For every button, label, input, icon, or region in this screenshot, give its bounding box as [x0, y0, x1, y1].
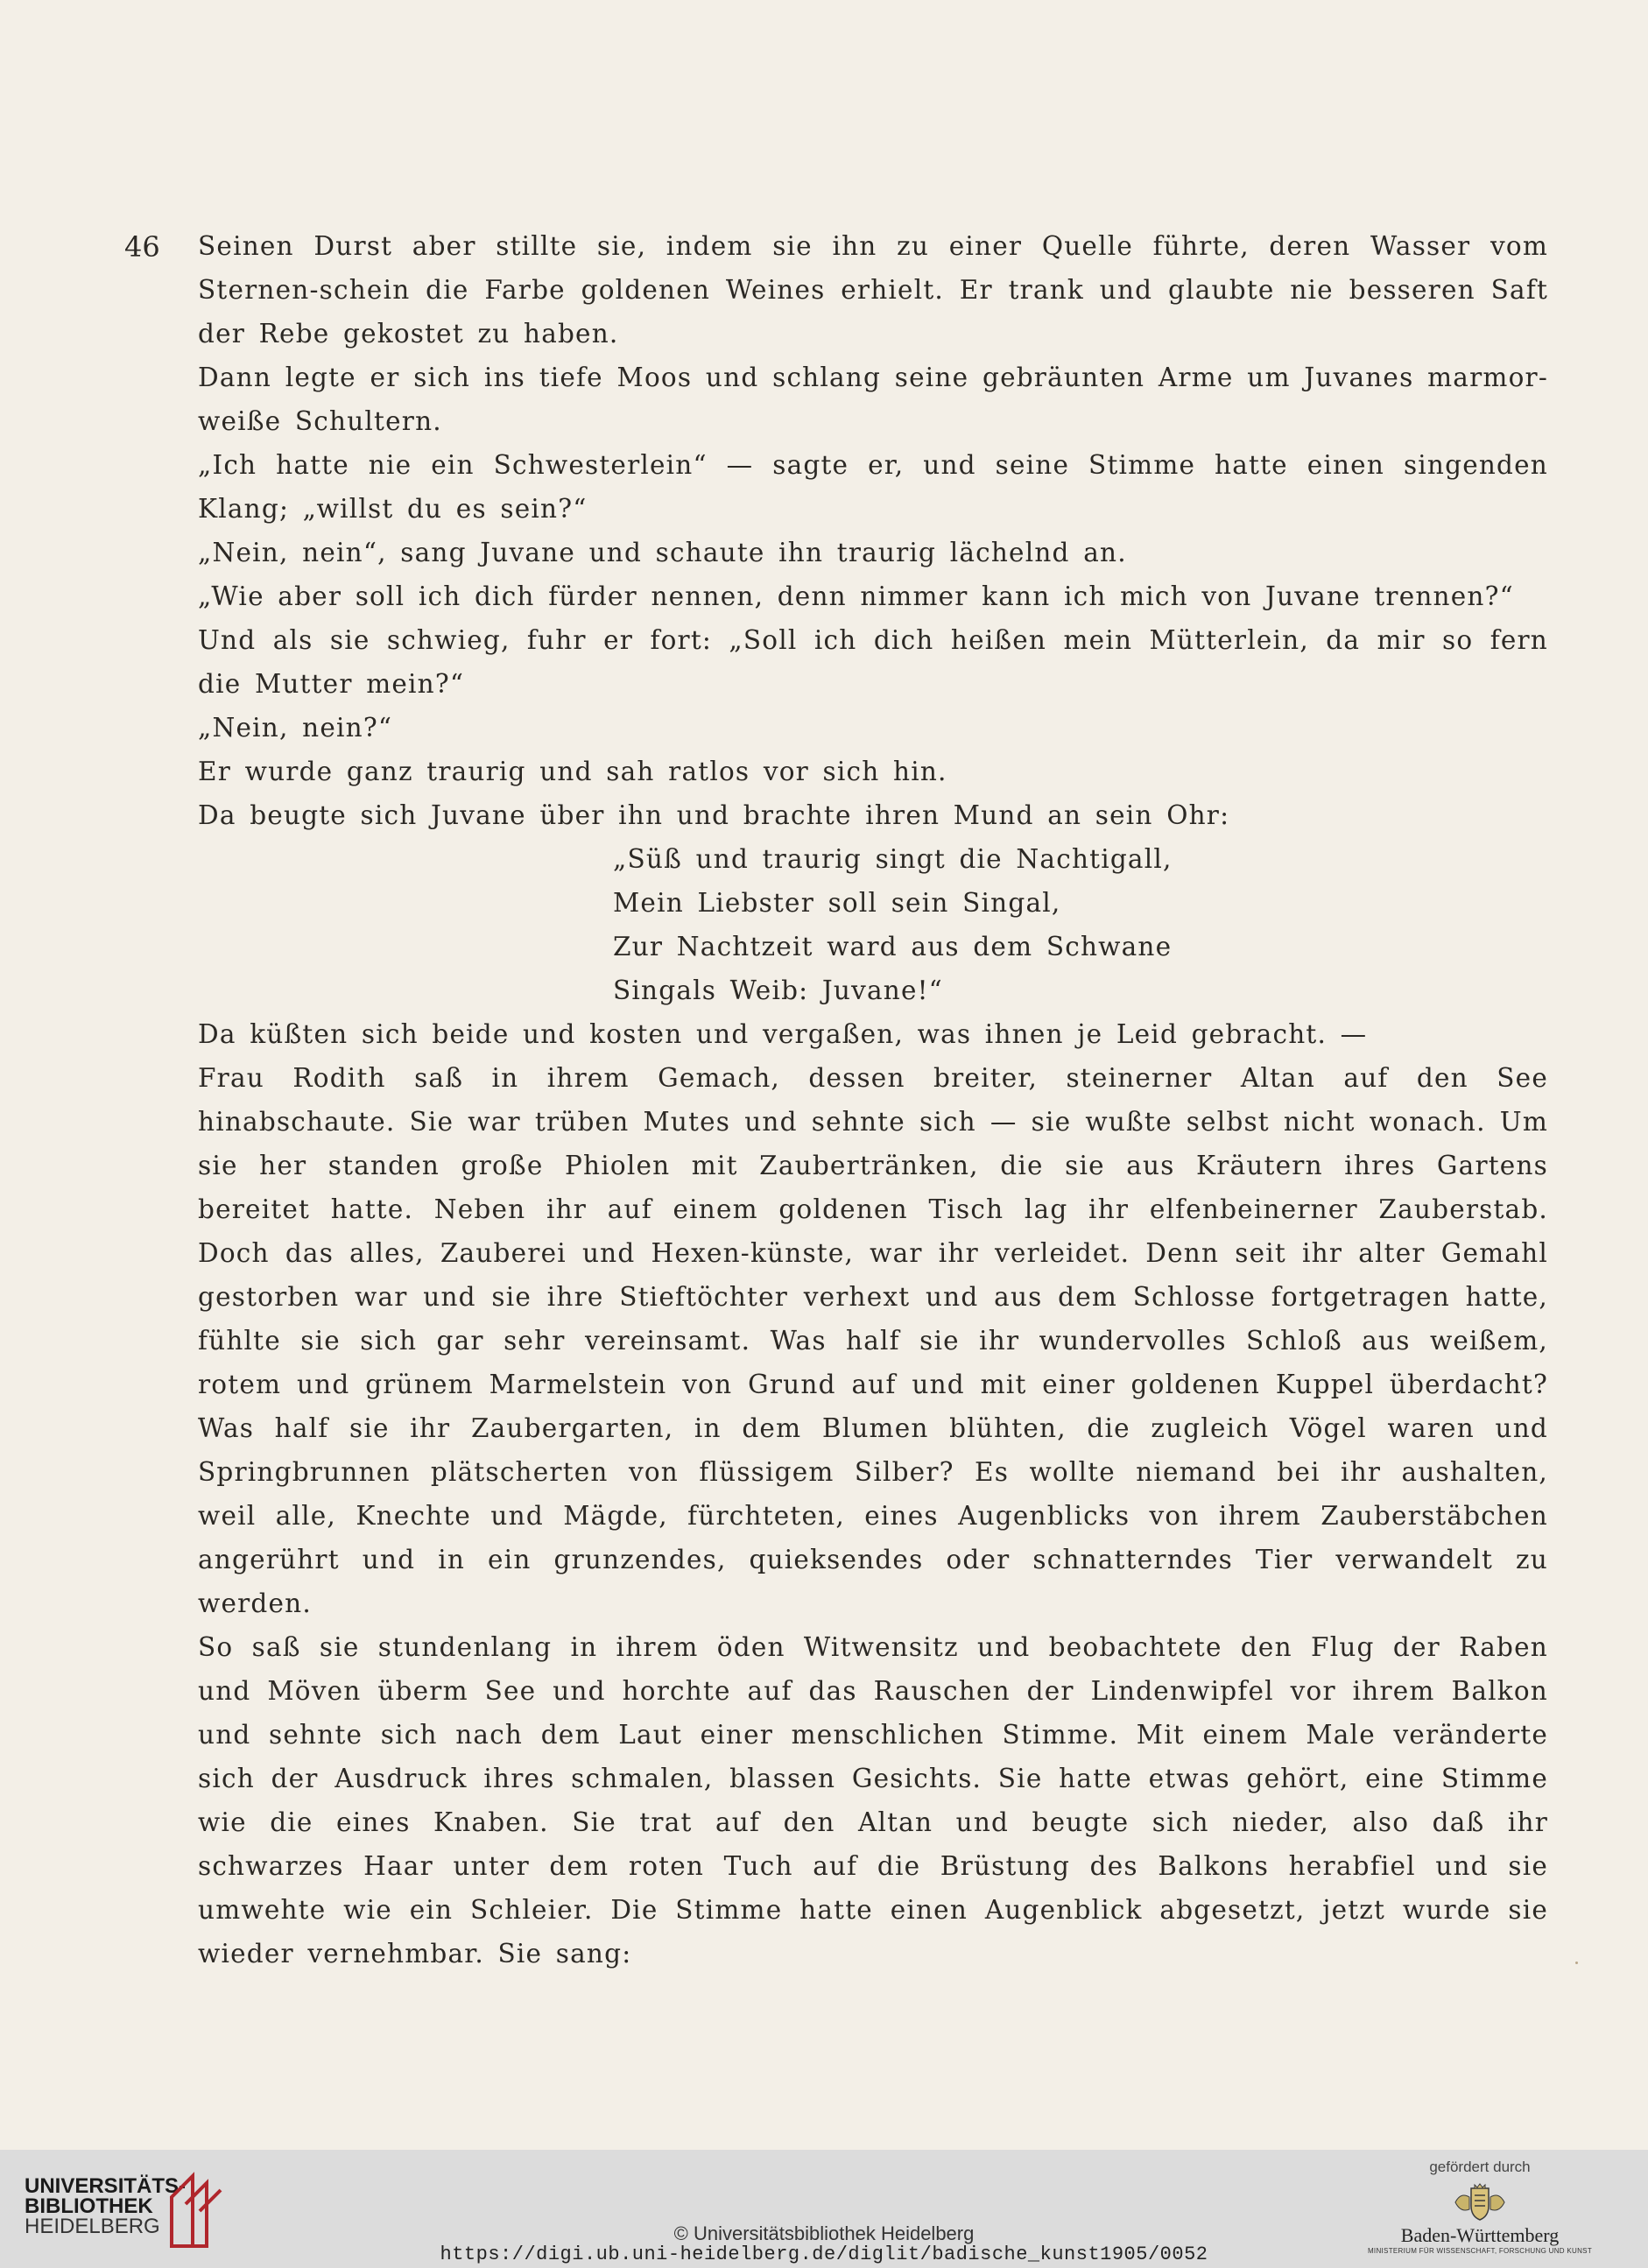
coat-of-arms-icon — [1452, 2183, 1508, 2222]
library-name-line1: UNIVERSITÄTS- — [25, 2174, 187, 2198]
paragraph: Da küßten sich beide und kosten und vergaßen, was ihnen je Leid gebracht. — — [198, 1019, 1368, 1049]
page-number: 46 — [124, 230, 160, 264]
paper-speck — [1575, 1962, 1578, 1964]
copyright-notice: © Universitätsbibliothek Heidelberg — [673, 2222, 975, 2244]
poem-line: Mein Liebster soll sein Singal, — [613, 888, 1061, 918]
paragraph: „Wie aber soll ich dich fürder nennen, denn nimmer kann ich mich von Juvane trennen?“ — [198, 581, 1514, 611]
paragraph: Und als sie schwieg, fuhr er fort: „Soll ich dich heißen mein Mütterlein, da mir so fern die Mutter mein?“ — [198, 625, 1548, 699]
paragraph: „Nein, nein?“ — [198, 713, 393, 743]
poem-line: „Süß und traurig singt die Nachtigall, — [613, 844, 1173, 874]
paragraph: Frau Rodith saß in ihrem Gemach, dessen breiter, steinerner Altan auf den See hinabschaute. Sie war trüben Mutes und sehnte sich — sie wußte selbst nicht wonach. Um sie her standen große Phiolen mit Zaubertränken, die sie aus Kräutern ihres Gartens bereitet hatte. Neben ihr auf einem goldenen Tisch lag ihr elfenbeinerner Zauberstab. Doch das alles, Zauberei und Hexen-künste, war ihr verleidet. Denn seit ihr alter Gemahl gestorben war und sie ihre Stieftöchter verhext und aus dem Schlosse fortgetragen hatte, fühlte sie sich gar sehr vereinsamt. Was half sie ihr wundervolles Schloß aus weißem, rotem und grünem Marmelstein von Grund auf und mit einer goldenen Kuppel überdacht? Was half sie ihr Zaubergarten, in dem Blumen blühten, die zugleich Vögel waren und Springbrunnen plätscherten von flüssigem Silber? Es wollte niemand bei ihr aushalten, weil alle, Knechte und Mägde, fürchteten, eines Augenblicks von ihrem Zauberstäbchen angerührt und in ein grunzendes, quieksendes oder schnatterndes Tier verwandelt zu werden. — [198, 1063, 1548, 1618]
sponsor-name: Baden-Württemberg — [1400, 2224, 1560, 2246]
poem-line: Singals Weib: Juvane!“ — [613, 976, 943, 1005]
paragraph: „Ich hatte nie ein Schwesterlein“ — sagte er, und seine Stimme hatte einen singenden Klang; „willst du es sein?“ — [198, 450, 1548, 524]
sponsor-label: gefördert durch — [1429, 2159, 1531, 2175]
document-url[interactable]: https://digi.ub.uni-heidelberg.de/diglit/badische_kunst1905/0052 — [440, 2243, 1208, 2265]
body-text — [198, 224, 1548, 1976]
poem-line: Zur Nachtzeit ward aus dem Schwane — [613, 932, 1173, 961]
paragraph: Dann legte er sich ins tiefe Moos und schlang seine gebräunten Arme um Juvanes marmor-weiße Schultern. — [198, 363, 1548, 436]
footer-bar — [0, 2150, 1648, 2268]
poem — [613, 837, 1548, 1012]
sponsor-block — [1349, 2159, 1611, 2257]
paragraph: „Nein, nein“, sang Juvane und schaute ihn traurig lächelnd an. — [198, 538, 1127, 567]
paragraph: Er wurde ganz traurig und sah ratlos vor sich hin. — [198, 757, 947, 786]
paragraph: Da beugte sich Juvane über ihn und brachte ihren Mund an sein Ohr: — [198, 800, 1230, 830]
library-name-line3: HEIDELBERG — [25, 2215, 160, 2238]
paragraph: So saß sie stundenlang in ihrem öden Witwensitz und beobachtete den Flug der Raben und Möven überm See und horchte auf das Rauschen der Lindenwipfel vor ihrem Balkon und sehnte sich nach dem Laut einer menschlichen Stimme. Mit einem Male veränderte sich der Ausdruck ihres schmalen, blassen Gesichts. Sie hatte etwas gehört, eine Stimme wie die eines Knaben. Sie trat auf den Altan und beugte sich nieder, also daß ihr schwarzes Haar unter dem roten Tuch auf die Brüstung des Balkons herabfiel und sie umwehte wie ein Schleier. Die Stimme hatte einen Augenblick abgesetzt, jetzt wurde sie wieder vernehmbar. Sie sang: — [198, 1632, 1548, 1969]
library-name-line2: BIBLIOTHEK — [25, 2194, 153, 2218]
paragraph: Seinen Durst aber stillte sie, indem sie ihn zu einer Quelle führte, deren Wasser vom Sternen-schein die Farbe goldenen Weines erhielt. Er trank und glaubte nie besseren Saft der Rebe gekostet zu haben. — [198, 231, 1548, 349]
sponsor-subtitle: MINISTERIUM FÜR WISSENSCHAFT, FORSCHUNG UND KUNST — [1367, 2247, 1593, 2255]
